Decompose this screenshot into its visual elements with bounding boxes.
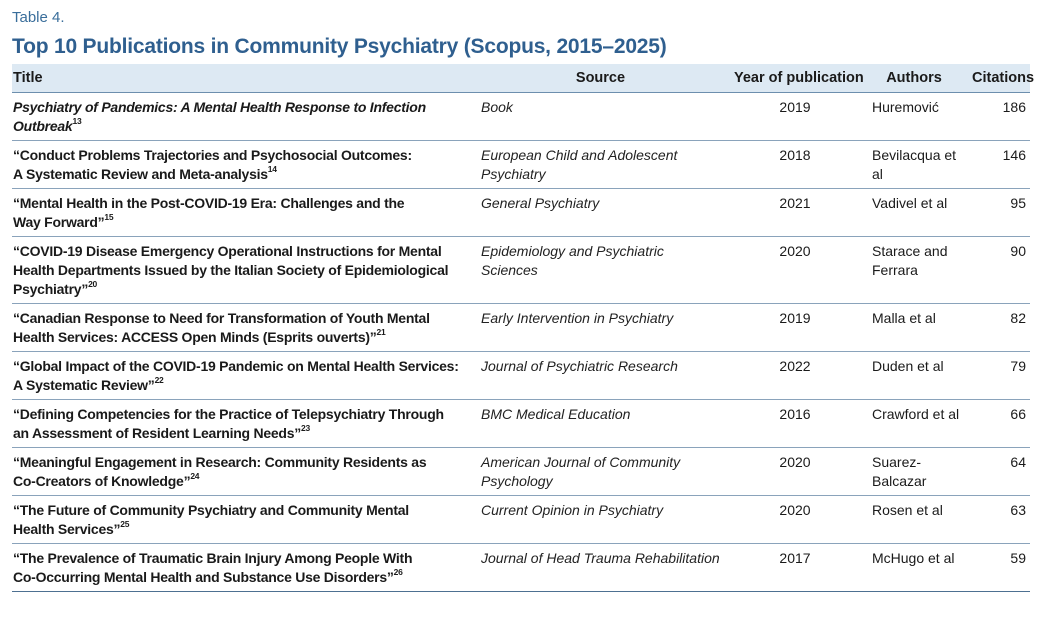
title-line: an Assessment of Resident Learning Needs” bbox=[13, 425, 301, 441]
table-row bbox=[12, 237, 1030, 304]
title-line: A Systematic Review” bbox=[13, 377, 155, 393]
source-line: Early Intervention in Psychiatry bbox=[481, 310, 674, 326]
reference-number: 25 bbox=[120, 519, 130, 530]
cell-citations: 82 bbox=[966, 304, 1030, 352]
cell-authors bbox=[862, 496, 966, 544]
cell-source bbox=[473, 189, 728, 237]
cell-title bbox=[12, 448, 473, 496]
cell-authors bbox=[862, 93, 966, 141]
cell-source bbox=[473, 304, 728, 352]
cell-citations: 64 bbox=[966, 448, 1030, 496]
cell-citations: 63 bbox=[966, 496, 1030, 544]
table-row bbox=[12, 304, 1030, 352]
cell-title bbox=[12, 496, 473, 544]
reference-number: 23 bbox=[300, 423, 310, 434]
source-line: Journal of Psychiatric Research bbox=[481, 358, 678, 374]
column-header-title: Title bbox=[12, 64, 473, 93]
source-line: American Journal of Community bbox=[481, 454, 681, 470]
cell-year: 2020 bbox=[728, 448, 862, 496]
source-line: Psychology bbox=[481, 473, 553, 489]
authors-line: Huremović bbox=[872, 99, 939, 115]
cell-source bbox=[473, 141, 728, 189]
reference-number: 14 bbox=[267, 164, 277, 175]
table-row bbox=[12, 141, 1030, 189]
cell-authors bbox=[862, 352, 966, 400]
title-line: “Global Impact of the COVID-19 Pandemic on Mental Health Services: bbox=[13, 358, 459, 374]
reference-number: 15 bbox=[104, 212, 114, 223]
title-line: Psychiatry” bbox=[13, 281, 89, 297]
cell-authors bbox=[862, 237, 966, 304]
source-line: European Child and Adolescent bbox=[481, 147, 678, 163]
title-line: Health Services: ACCESS Open Minds (Esprits ouverts)” bbox=[13, 329, 377, 345]
cell-title bbox=[12, 237, 473, 304]
cell-source bbox=[473, 352, 728, 400]
publications-table bbox=[12, 64, 1035, 592]
title-line: Co-Occurring Mental Health and Substance Use Disorders” bbox=[13, 569, 394, 585]
cell-year: 2019 bbox=[728, 93, 862, 141]
reference-number: 22 bbox=[154, 375, 164, 386]
authors-line: Rosen et al bbox=[872, 502, 943, 518]
table-header-row bbox=[12, 64, 1030, 93]
authors-line: McHugo et al bbox=[872, 550, 955, 566]
source-line: Current Opinion in Psychiatry bbox=[481, 502, 664, 518]
cell-source bbox=[473, 93, 728, 141]
cell-citations: 79 bbox=[966, 352, 1030, 400]
column-header-source: Source bbox=[473, 64, 728, 93]
cell-citations: 95 bbox=[966, 189, 1030, 237]
title-line: “COVID-19 Disease Emergency Operational Instructions for Mental bbox=[13, 243, 442, 259]
cell-title bbox=[12, 400, 473, 448]
reference-number: 20 bbox=[88, 279, 98, 290]
title-line: “The Future of Community Psychiatry and Community Mental bbox=[13, 502, 409, 518]
table-row bbox=[12, 93, 1030, 141]
cell-citations: 146 bbox=[966, 141, 1030, 189]
cell-authors bbox=[862, 141, 966, 189]
cell-authors bbox=[862, 400, 966, 448]
title-line: Co-Creators of Knowledge” bbox=[13, 473, 191, 489]
source-line: Psychiatry bbox=[481, 166, 546, 182]
table-row bbox=[12, 448, 1030, 496]
cell-title bbox=[12, 544, 473, 592]
cell-year: 2019 bbox=[728, 304, 862, 352]
table-row bbox=[12, 496, 1030, 544]
cell-year: 2020 bbox=[728, 496, 862, 544]
reference-number: 21 bbox=[376, 327, 386, 338]
cell-title bbox=[12, 141, 473, 189]
source-line: General Psychiatry bbox=[481, 195, 600, 211]
cell-title bbox=[12, 93, 473, 141]
cell-title bbox=[12, 352, 473, 400]
title-line: “Meaningful Engagement in Research: Community Residents as bbox=[13, 454, 427, 470]
cell-citations: 90 bbox=[966, 237, 1030, 304]
source-line: BMC Medical Education bbox=[481, 406, 631, 422]
table-row bbox=[12, 352, 1030, 400]
cell-authors bbox=[862, 304, 966, 352]
authors-line: Vadivel et al bbox=[872, 195, 948, 211]
authors-line: Starace and bbox=[872, 243, 948, 259]
cell-year: 2021 bbox=[728, 189, 862, 237]
title-line: “The Prevalence of Traumatic Brain Injury Among People With bbox=[13, 550, 413, 566]
table-title: Top 10 Publications in Community Psychiatry (Scopus, 2015–2025) bbox=[12, 35, 667, 58]
title-line: Health Services” bbox=[13, 521, 121, 537]
title-line: Psychiatry of Pandemics: A Mental Health Response to Infection Outbreak bbox=[13, 99, 426, 134]
cell-authors bbox=[862, 544, 966, 592]
title-line: “Conduct Problems Trajectories and Psychosocial Outcomes: bbox=[13, 147, 412, 163]
table-row bbox=[12, 189, 1030, 237]
cell-year: 2016 bbox=[728, 400, 862, 448]
reference-number: 24 bbox=[190, 471, 200, 482]
table-label: Table 4. bbox=[12, 9, 65, 26]
authors-line: Crawford et al bbox=[872, 406, 960, 422]
cell-authors bbox=[862, 448, 966, 496]
cell-citations: 186 bbox=[966, 93, 1030, 141]
table-row bbox=[12, 400, 1030, 448]
cell-source bbox=[473, 544, 728, 592]
authors-line: Malla et al bbox=[872, 310, 936, 326]
cell-authors bbox=[862, 189, 966, 237]
column-header-year: Year of publication bbox=[728, 64, 862, 93]
source-line: Journal of Head Trauma Rehabilitation bbox=[481, 550, 720, 566]
cell-year: 2018 bbox=[728, 141, 862, 189]
reference-number: 26 bbox=[393, 567, 403, 578]
title-line: Health Departments Issued by the Italian Society of Epidemiological bbox=[13, 262, 449, 278]
cell-year: 2017 bbox=[728, 544, 862, 592]
cell-title bbox=[12, 189, 473, 237]
authors-line: Ferrara bbox=[872, 262, 918, 278]
title-line: “Defining Competencies for the Practice of Telepsychiatry Through bbox=[13, 406, 444, 422]
authors-line: Bevilacqua et al bbox=[872, 147, 957, 182]
cell-source bbox=[473, 448, 728, 496]
title-line: “Canadian Response to Need for Transformation of Youth Mental bbox=[13, 310, 430, 326]
column-header-authors: Authors bbox=[862, 64, 966, 93]
source-line: Epidemiology and Psychiatric Sciences bbox=[481, 243, 664, 278]
authors-line: Duden et al bbox=[872, 358, 944, 374]
reference-number: 13 bbox=[72, 116, 82, 127]
cell-year: 2020 bbox=[728, 237, 862, 304]
table-body bbox=[12, 93, 1030, 592]
title-line: “Mental Health in the Post-COVID-19 Era: Challenges and the bbox=[13, 195, 405, 211]
cell-source bbox=[473, 400, 728, 448]
table-row bbox=[12, 544, 1030, 592]
cell-source bbox=[473, 496, 728, 544]
cell-citations: 66 bbox=[966, 400, 1030, 448]
title-line: Way Forward” bbox=[13, 214, 105, 230]
authors-line: Suarez-Balcazar bbox=[872, 454, 927, 489]
cell-citations: 59 bbox=[966, 544, 1030, 592]
source-line: Book bbox=[481, 99, 513, 115]
title-line: A Systematic Review and Meta-analysis bbox=[13, 166, 268, 182]
cell-source bbox=[473, 237, 728, 304]
cell-title bbox=[12, 304, 473, 352]
column-header-citations: Citations bbox=[966, 64, 1030, 93]
cell-year: 2022 bbox=[728, 352, 862, 400]
